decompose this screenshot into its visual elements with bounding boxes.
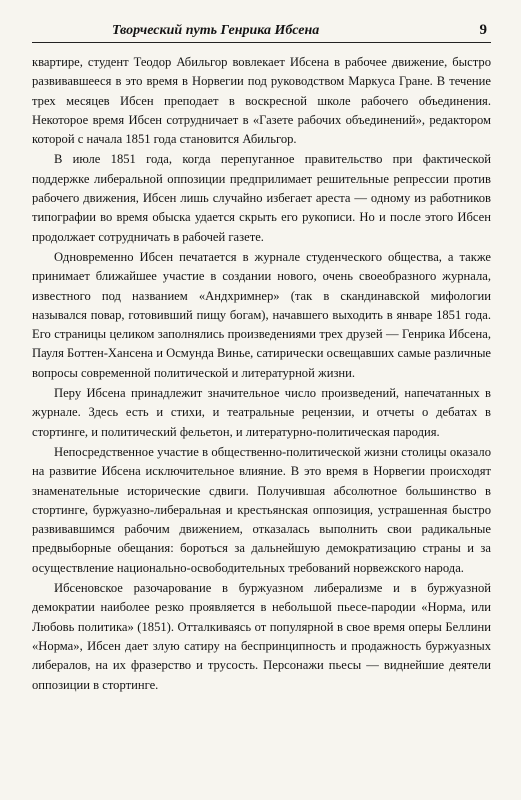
running-head (32, 22, 491, 42)
paragraph: В июле 1851 года, когда перепуганное правительство при фактической поддержке либеральной оппозиции предприлимает решительные репрессии против рабочего движения, Ибсен лишь случайно избегает ареста — одному из работников типографии во время обыска удается скрыть его рукописи. Но и после этого Ибсен продолжает сотрудничать в рабочей газете. (32, 152, 491, 244)
running-title: Творческий путь Генрика Ибсена (112, 23, 320, 38)
paragraph: Ибсеновское разочарование в буржуазном либерализме и в буржуазной демократии наиболее резко проявляется в небольшой пьесе-пародии «Норма, или Любовь политика» (1851). Отталкиваясь от популярной в свое время оперы Беллини «Норма», Ибсен дает злую сатиру на беспринципность и продажность буржуазных либералов, на их фразерство и трусость. Персонажи пьесы — виднейшие деятели оппозиции в стортинге. (32, 581, 491, 692)
paragraph-continued: квартире, студент Теодор Абильгор вовлекает Ибсена в рабочее движение, быстро развивавшееся в это время в Норвегии под руководством Маркуса Гране. В течение трех месяцев Ибсен преподает в воскресной школе рабочего объединения. Некоторое время Ибсен сотрудничает в «Газете рабочих объединений», редактором которой с начала 1851 года становится Абильгор. (32, 55, 491, 147)
page-number: 9 (479, 22, 487, 38)
header-rule (32, 42, 491, 43)
body-text (32, 53, 491, 695)
paragraph: Непосредственное участие в общественно-политической жизни столицы оказало на развитие Ибсена исключительное влияние. В это время в Норвегии происходят знаменательные исторические сдвиги. Получившая абсолютное большинство в стортинге, буржуазно-либеральная и крестьянская оппозиция, устрашенная быстро развивавшимся рабочим движением, отказалась выполнить свои радикальные предвыборные обещания: бороться за дальнейшую демократизацию страны и за осуществление национально-освободительных требований норвежского народа. (32, 444, 491, 575)
paragraph: Перу Ибсена принадлежит значительное число произведений, напечатанных в журнале. Здесь есть и стихи, и театральные рецензии, и отчеты о дебатах в стортинге, и политический фельетон, и литературно-политическая пародия. (32, 386, 491, 439)
paragraph: Одновременно Ибсен печатается в журнале студенческого общества, а также принимает ближайшее участие в создании нового, очень своеобразного журнала, известного под названием «Андхримнер» (так в скандинавской мифологии назывался повар, готовивший пищу богам), начавшего выходить в январе 1851 года. Его страницы целиком заполнялись произведениями трех друзей — Генрика Ибсена, Пауля Боттен-Хансена и Осмунда Винье, сатирически освещавших самые различные вопросы современной политической и литературной жизни. (32, 249, 491, 380)
